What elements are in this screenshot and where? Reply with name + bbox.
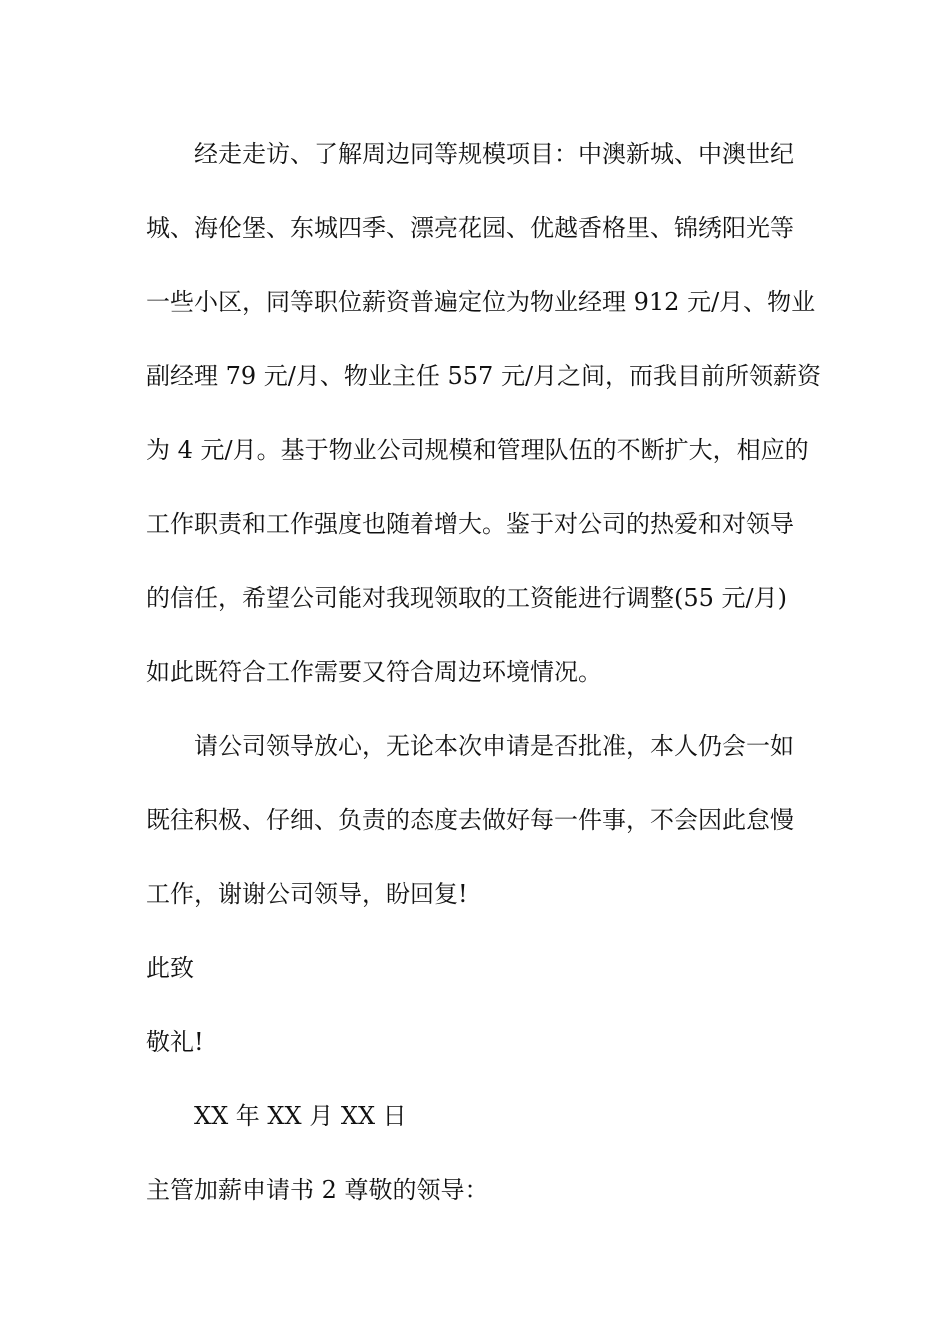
salutation-line: 敬礼! [146, 1028, 204, 1056]
paragraph-line: 城、海伦堡、东城四季、漂亮花园、优越香格里、锦绣阳光等 [146, 214, 794, 242]
paragraph-line: 既往积极、仔细、负责的态度去做好每一件事，不会因此怠慢 [146, 806, 794, 834]
paragraph-line: 副经理 79 元/月、物业主任 557 元/月之间，而我目前所领薪资 [146, 362, 822, 390]
paragraph-line: 一些小区，同等职位薪资普遍定位为物业经理 912 元/月、物业 [146, 288, 816, 316]
paragraph-line: 如此既符合工作需要又符合周边环境情况。 [146, 658, 602, 686]
closing-line: 此致 [146, 954, 194, 982]
paragraph-line: 工作，谢谢公司领导，盼回复! [146, 880, 468, 908]
paragraph-line: 请公司领导放心，无论本次申请是否批准，本人仍会一如 [194, 732, 794, 760]
paragraph-line: 经走走访、了解周边同等规模项目：中澳新城、中澳世纪 [194, 140, 794, 168]
next-letter-heading: 主管加薪申请书 2 尊敬的领导： [146, 1176, 489, 1204]
paragraph-line: 工作职责和工作强度也随着增大。鉴于对公司的热爱和对领导 [146, 510, 794, 538]
date-line: XX 年 XX 月 XX 日 [194, 1102, 407, 1130]
paragraph-line: 的信任，希望公司能对我现领取的工资能进行调整(55 元/月) [146, 584, 787, 612]
paragraph-line: 为 4 元/月。基于物业公司规模和管理队伍的不断扩大，相应的 [146, 436, 809, 464]
